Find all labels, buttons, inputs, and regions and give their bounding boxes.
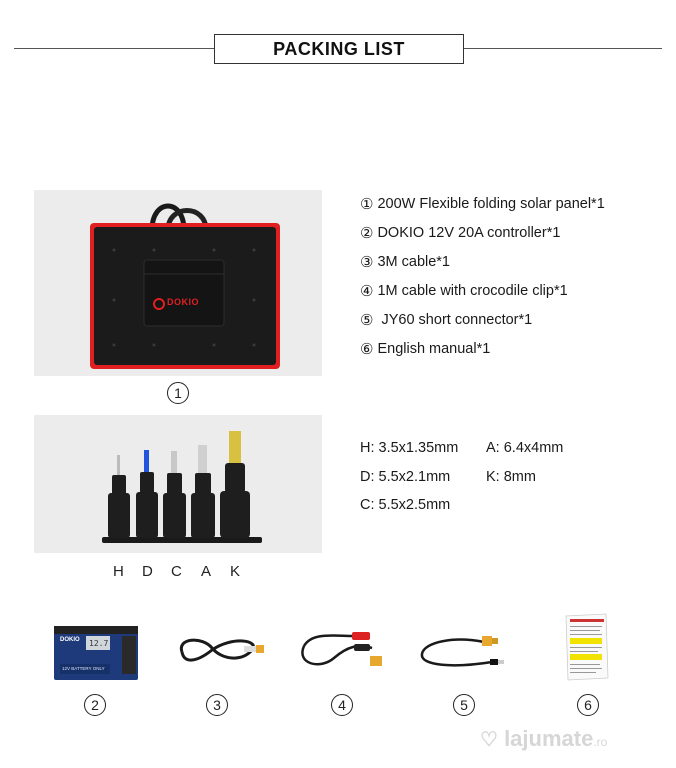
- item-number-2: ②: [360, 225, 374, 242]
- item-text-4: 1M cable with crocodile clip*1: [377, 283, 568, 299]
- label-circle-6: 6: [577, 694, 599, 716]
- item-number-1: ①: [360, 196, 374, 213]
- packing-item-3: [360, 253, 450, 271]
- controller-brand: DOKIO: [60, 637, 80, 643]
- watermark-name: lajumate: [504, 726, 594, 751]
- dc-connectors-illustration: [34, 415, 322, 553]
- item-number-4: ④: [360, 283, 374, 300]
- cable-3m-illustration: [172, 630, 272, 674]
- solar-panel-photo: [34, 190, 322, 376]
- size-k: K: 8mm: [486, 469, 536, 485]
- solar-bag-illustration: [34, 190, 322, 376]
- connectors-photo: [34, 415, 322, 553]
- connector-letter-k: K: [230, 563, 241, 580]
- connector-letter-c: C: [171, 563, 182, 580]
- label-circle-2: 2: [84, 694, 106, 716]
- site-watermark: [480, 726, 607, 752]
- size-c: C: 5.5x2.5mm: [360, 497, 451, 513]
- packing-item-2: [360, 224, 560, 242]
- header-rule-right: [463, 48, 662, 49]
- item-text-1: 200W Flexible folding solar panel*1: [377, 196, 605, 212]
- label-circle-3: 3: [206, 694, 228, 716]
- size-d: D: 5.5x2.1mm: [360, 469, 451, 485]
- controller-model: 12V BATTERY ONLY: [62, 666, 105, 671]
- watermark-heart-icon: ♡: [480, 729, 498, 751]
- controller-photo: [52, 624, 142, 682]
- bag-brand-logo: DOKIO: [167, 297, 200, 307]
- size-h: H: 3.5x1.35mm: [360, 440, 459, 456]
- item-text-5: JY60 short connector*1: [377, 312, 533, 328]
- packing-item-4: [360, 282, 568, 300]
- item-number-5: ⑤: [360, 312, 374, 329]
- connector-letter-a: A: [201, 563, 212, 580]
- packing-item-5: [360, 311, 532, 329]
- item-text-3: 3M cable*1: [377, 254, 450, 270]
- label-circle-4: 4: [331, 694, 353, 716]
- size-a: A: 6.4x4mm: [486, 440, 564, 456]
- crocodile-clip-cable-illustration: [294, 626, 390, 676]
- label-circle-1: 1: [167, 382, 189, 404]
- controller-illustration: [52, 624, 142, 682]
- english-manual-illustration: [562, 612, 610, 682]
- packing-item-1: [360, 195, 605, 213]
- item-text-2: DOKIO 12V 20A controller*1: [377, 225, 561, 241]
- label-circle-5: 5: [453, 694, 475, 716]
- jy60-connector-illustration: [414, 628, 514, 674]
- controller-screen: 12.7: [89, 639, 109, 648]
- item-text-6: English manual*1: [377, 341, 491, 357]
- packing-item-6: [360, 340, 490, 358]
- connector-letter-d: D: [142, 563, 153, 580]
- header-rule-left: [14, 48, 214, 49]
- item-number-3: ③: [360, 254, 374, 271]
- watermark-suffix: .ro: [593, 735, 608, 749]
- page-title: [214, 34, 464, 64]
- connector-letter-h: H: [113, 563, 124, 580]
- page-title-text: PACKING LIST: [273, 38, 405, 59]
- item-number-6: ⑥: [360, 341, 374, 358]
